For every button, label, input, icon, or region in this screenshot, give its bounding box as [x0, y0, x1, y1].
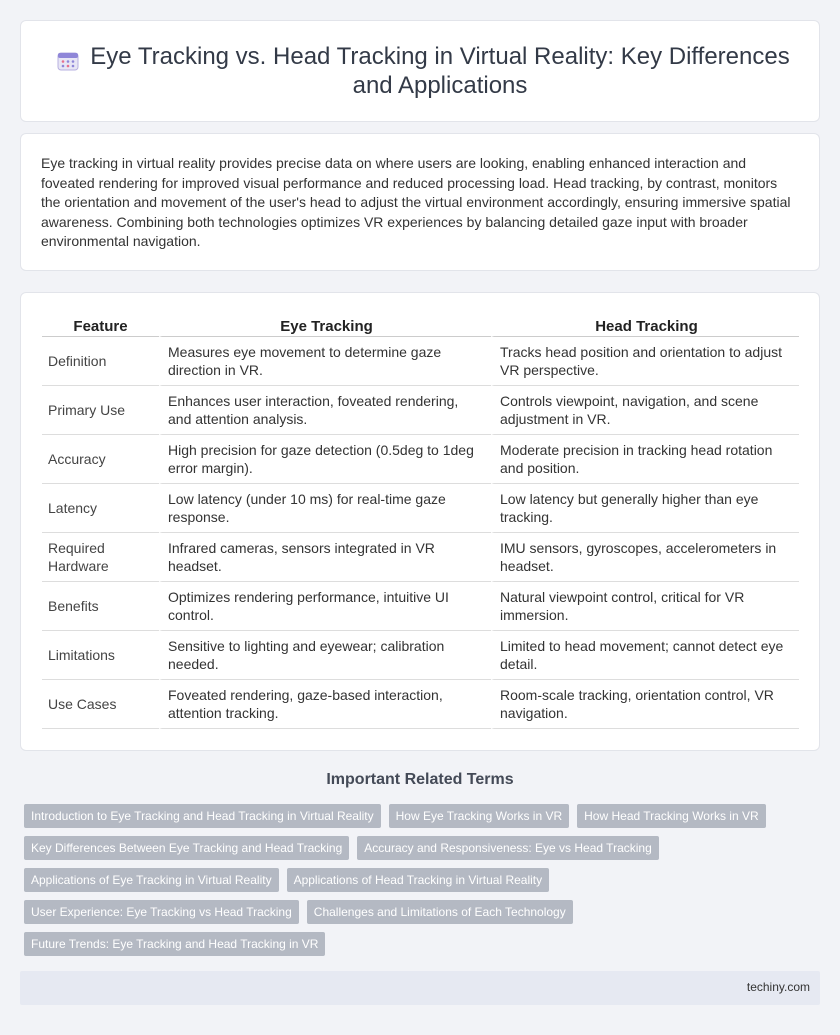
- related-term-link[interactable]: Key Differences Between Eye Tracking and Head Tracking: [24, 836, 349, 860]
- header-feature: Feature: [42, 313, 159, 337]
- feature-cell: Primary Use: [42, 386, 159, 435]
- eye-tracking-cell: Foveated rendering, gaze-based interaction, attention tracking.: [159, 680, 491, 729]
- feature-cell: Latency: [42, 484, 159, 533]
- eye-tracking-cell: Infrared cameras, sensors integrated in VR headset.: [159, 533, 491, 582]
- table-row: [42, 337, 799, 386]
- intro-card: [20, 133, 820, 271]
- head-tracking-cell: Limited to head movement; cannot detect eye detail.: [491, 631, 799, 680]
- head-tracking-cell: Low latency but generally higher than eye tracking.: [491, 484, 799, 533]
- related-term-link[interactable]: How Eye Tracking Works in VR: [389, 804, 570, 828]
- related-term-link[interactable]: Applications of Head Tracking in Virtual Reality: [287, 868, 550, 892]
- head-tracking-cell: IMU sensors, gyroscopes, accelerometers in headset.: [491, 533, 799, 582]
- related-terms-heading: Important Related Terms: [326, 771, 514, 788]
- feature-cell: Definition: [42, 337, 159, 386]
- eye-tracking-cell: Sensitive to lighting and eyewear; calibration needed.: [159, 631, 491, 680]
- feature-cell: Benefits: [42, 582, 159, 631]
- feature-cell: Required Hardware: [42, 533, 159, 582]
- tag-row: [24, 868, 814, 892]
- eye-tracking-cell: Optimizes rendering performance, intuitive UI control.: [159, 582, 491, 631]
- related-term-link[interactable]: How Head Tracking Works in VR: [577, 804, 766, 828]
- page-title: Eye Tracking vs. Head Tracking in Virtual Reality: Key Differences and Applications: [90, 43, 790, 99]
- eye-tracking-cell: Measures eye movement to determine gaze direction in VR.: [159, 337, 491, 386]
- feature-cell: Use Cases: [42, 680, 159, 729]
- related-term-link[interactable]: Future Trends: Eye Tracking and Head Tracking in VR: [24, 932, 325, 956]
- feature-cell: Limitations: [42, 631, 159, 680]
- related-terms-list: [24, 804, 814, 964]
- tag-row: [24, 900, 814, 924]
- related-term-link[interactable]: Introduction to Eye Tracking and Head Tracking in Virtual Reality: [24, 804, 381, 828]
- title-card: [20, 20, 820, 122]
- table-row: [42, 484, 799, 533]
- head-tracking-cell: Moderate precision in tracking head rotation and position.: [491, 435, 799, 484]
- eye-tracking-cell: Low latency (under 10 ms) for real-time gaze response.: [159, 484, 491, 533]
- related-term-link[interactable]: User Experience: Eye Tracking vs Head Tracking: [24, 900, 299, 924]
- head-tracking-cell: Tracks head position and orientation to adjust VR perspective.: [491, 337, 799, 386]
- table-row: [42, 680, 799, 729]
- table-row: [42, 533, 799, 582]
- intro-paragraph: Eye tracking in virtual reality provides precise data on where users are looking, enabling enhanced interaction and foveated rendering for improved visual performance and reduced processing load. Head tracking, by contrast, monitors the orientation and movement of the user's head to adjust the virtual environment accordingly, ensuring immersive spatial awareness. Combining both technologies optimizes VR experiences by balancing detailed gaze input with broader environmental navigation.: [41, 155, 791, 249]
- tag-row: [24, 804, 814, 828]
- head-tracking-cell: Natural viewpoint control, critical for VR immersion.: [491, 582, 799, 631]
- eye-tracking-cell: High precision for gaze detection (0.5deg to 1deg error margin).: [159, 435, 491, 484]
- header-head-tracking: Head Tracking: [491, 313, 799, 337]
- related-term-link[interactable]: Challenges and Limitations of Each Technology: [307, 900, 573, 924]
- related-term-link[interactable]: Applications of Eye Tracking in Virtual Reality: [24, 868, 279, 892]
- tag-row: [24, 836, 814, 860]
- eye-tracking-cell: Enhances user interaction, foveated rendering, and attention analysis.: [159, 386, 491, 435]
- table-header-row: [42, 313, 799, 337]
- related-term-link[interactable]: Accuracy and Responsiveness: Eye vs Head Tracking: [357, 836, 658, 860]
- tag-row: [24, 932, 814, 956]
- head-tracking-cell: Room-scale tracking, orientation control, VR navigation.: [491, 680, 799, 729]
- header-eye-tracking: Eye Tracking: [159, 313, 491, 337]
- footer: [20, 971, 820, 1005]
- table-row: [42, 386, 799, 435]
- table-row: [42, 631, 799, 680]
- table-row: [42, 582, 799, 631]
- comparison-table: [42, 313, 799, 729]
- head-tracking-cell: Controls viewpoint, navigation, and scene adjustment in VR.: [491, 386, 799, 435]
- table-row: [42, 435, 799, 484]
- site-name[interactable]: techiny.com: [746, 980, 810, 994]
- feature-cell: Accuracy: [42, 435, 159, 484]
- comparison-card: [20, 292, 820, 751]
